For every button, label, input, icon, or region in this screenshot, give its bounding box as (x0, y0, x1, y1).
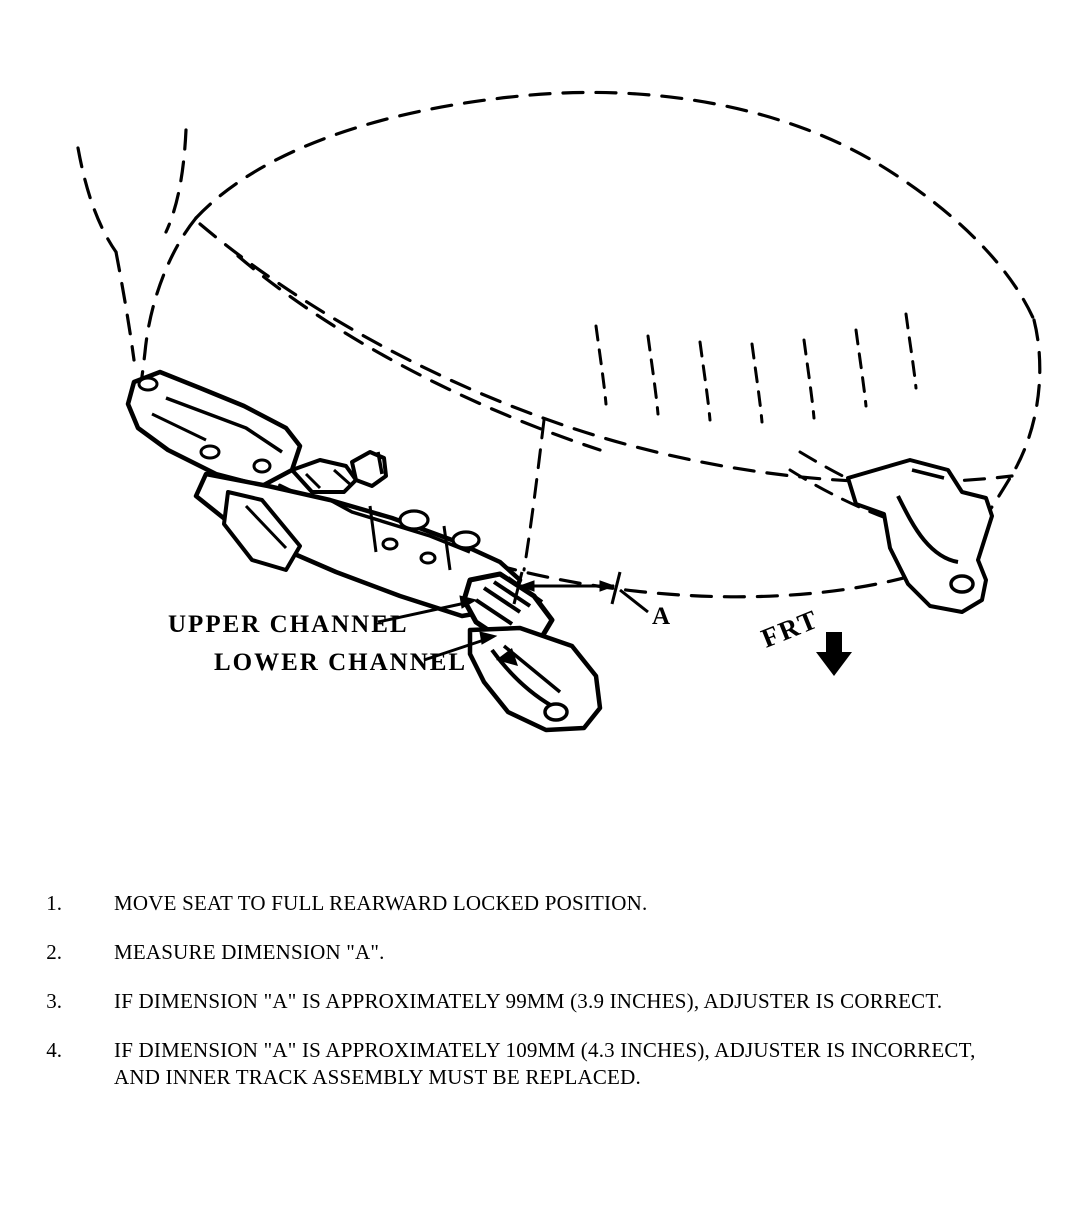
right-seat-riser-bracket (848, 460, 992, 612)
release-lever-hardware (292, 460, 356, 492)
instruction-number: 2. (46, 939, 62, 964)
list-item (0, 1037, 1088, 1091)
lower-channel-label: LOWER CHANNEL (214, 649, 468, 676)
cushion-to-track-connector (524, 420, 890, 570)
list-item (0, 939, 1088, 966)
instruction-list (0, 890, 1088, 1112)
front-direction-arrow-icon (816, 632, 852, 676)
dimension-a-label: A (652, 603, 673, 630)
front-direction-label: FRT (757, 603, 824, 654)
list-item (0, 890, 1088, 917)
instruction-number: 3. (46, 988, 62, 1013)
cushion-cut-edge (78, 130, 186, 360)
instruction-number: 1. (46, 891, 62, 915)
instruction-text: IF DIMENSION "A" IS APPROXIMATELY 99MM (3.9 INCHES), ADJUSTER IS CORRECT. (114, 988, 943, 1013)
front-floor-bracket (470, 628, 600, 730)
instruction-text: MOVE SEAT TO FULL REARWARD LOCKED POSITION. (114, 891, 648, 915)
cushion-pleat-marks (596, 314, 916, 422)
upper-channel-label: UPPER CHANNEL (168, 611, 409, 638)
instruction-number: 4. (46, 1037, 62, 1062)
instruction-text: MEASURE DIMENSION "A". (114, 939, 385, 964)
list-item (0, 988, 1088, 1015)
instruction-text: IF DIMENSION "A" IS APPROXIMATELY 109MM (4.3 INCHES), ADJUSTER IS INCORRECT, AND INNER TRACK ASSEMBLY MUST BE REPLACED. (114, 1037, 976, 1089)
